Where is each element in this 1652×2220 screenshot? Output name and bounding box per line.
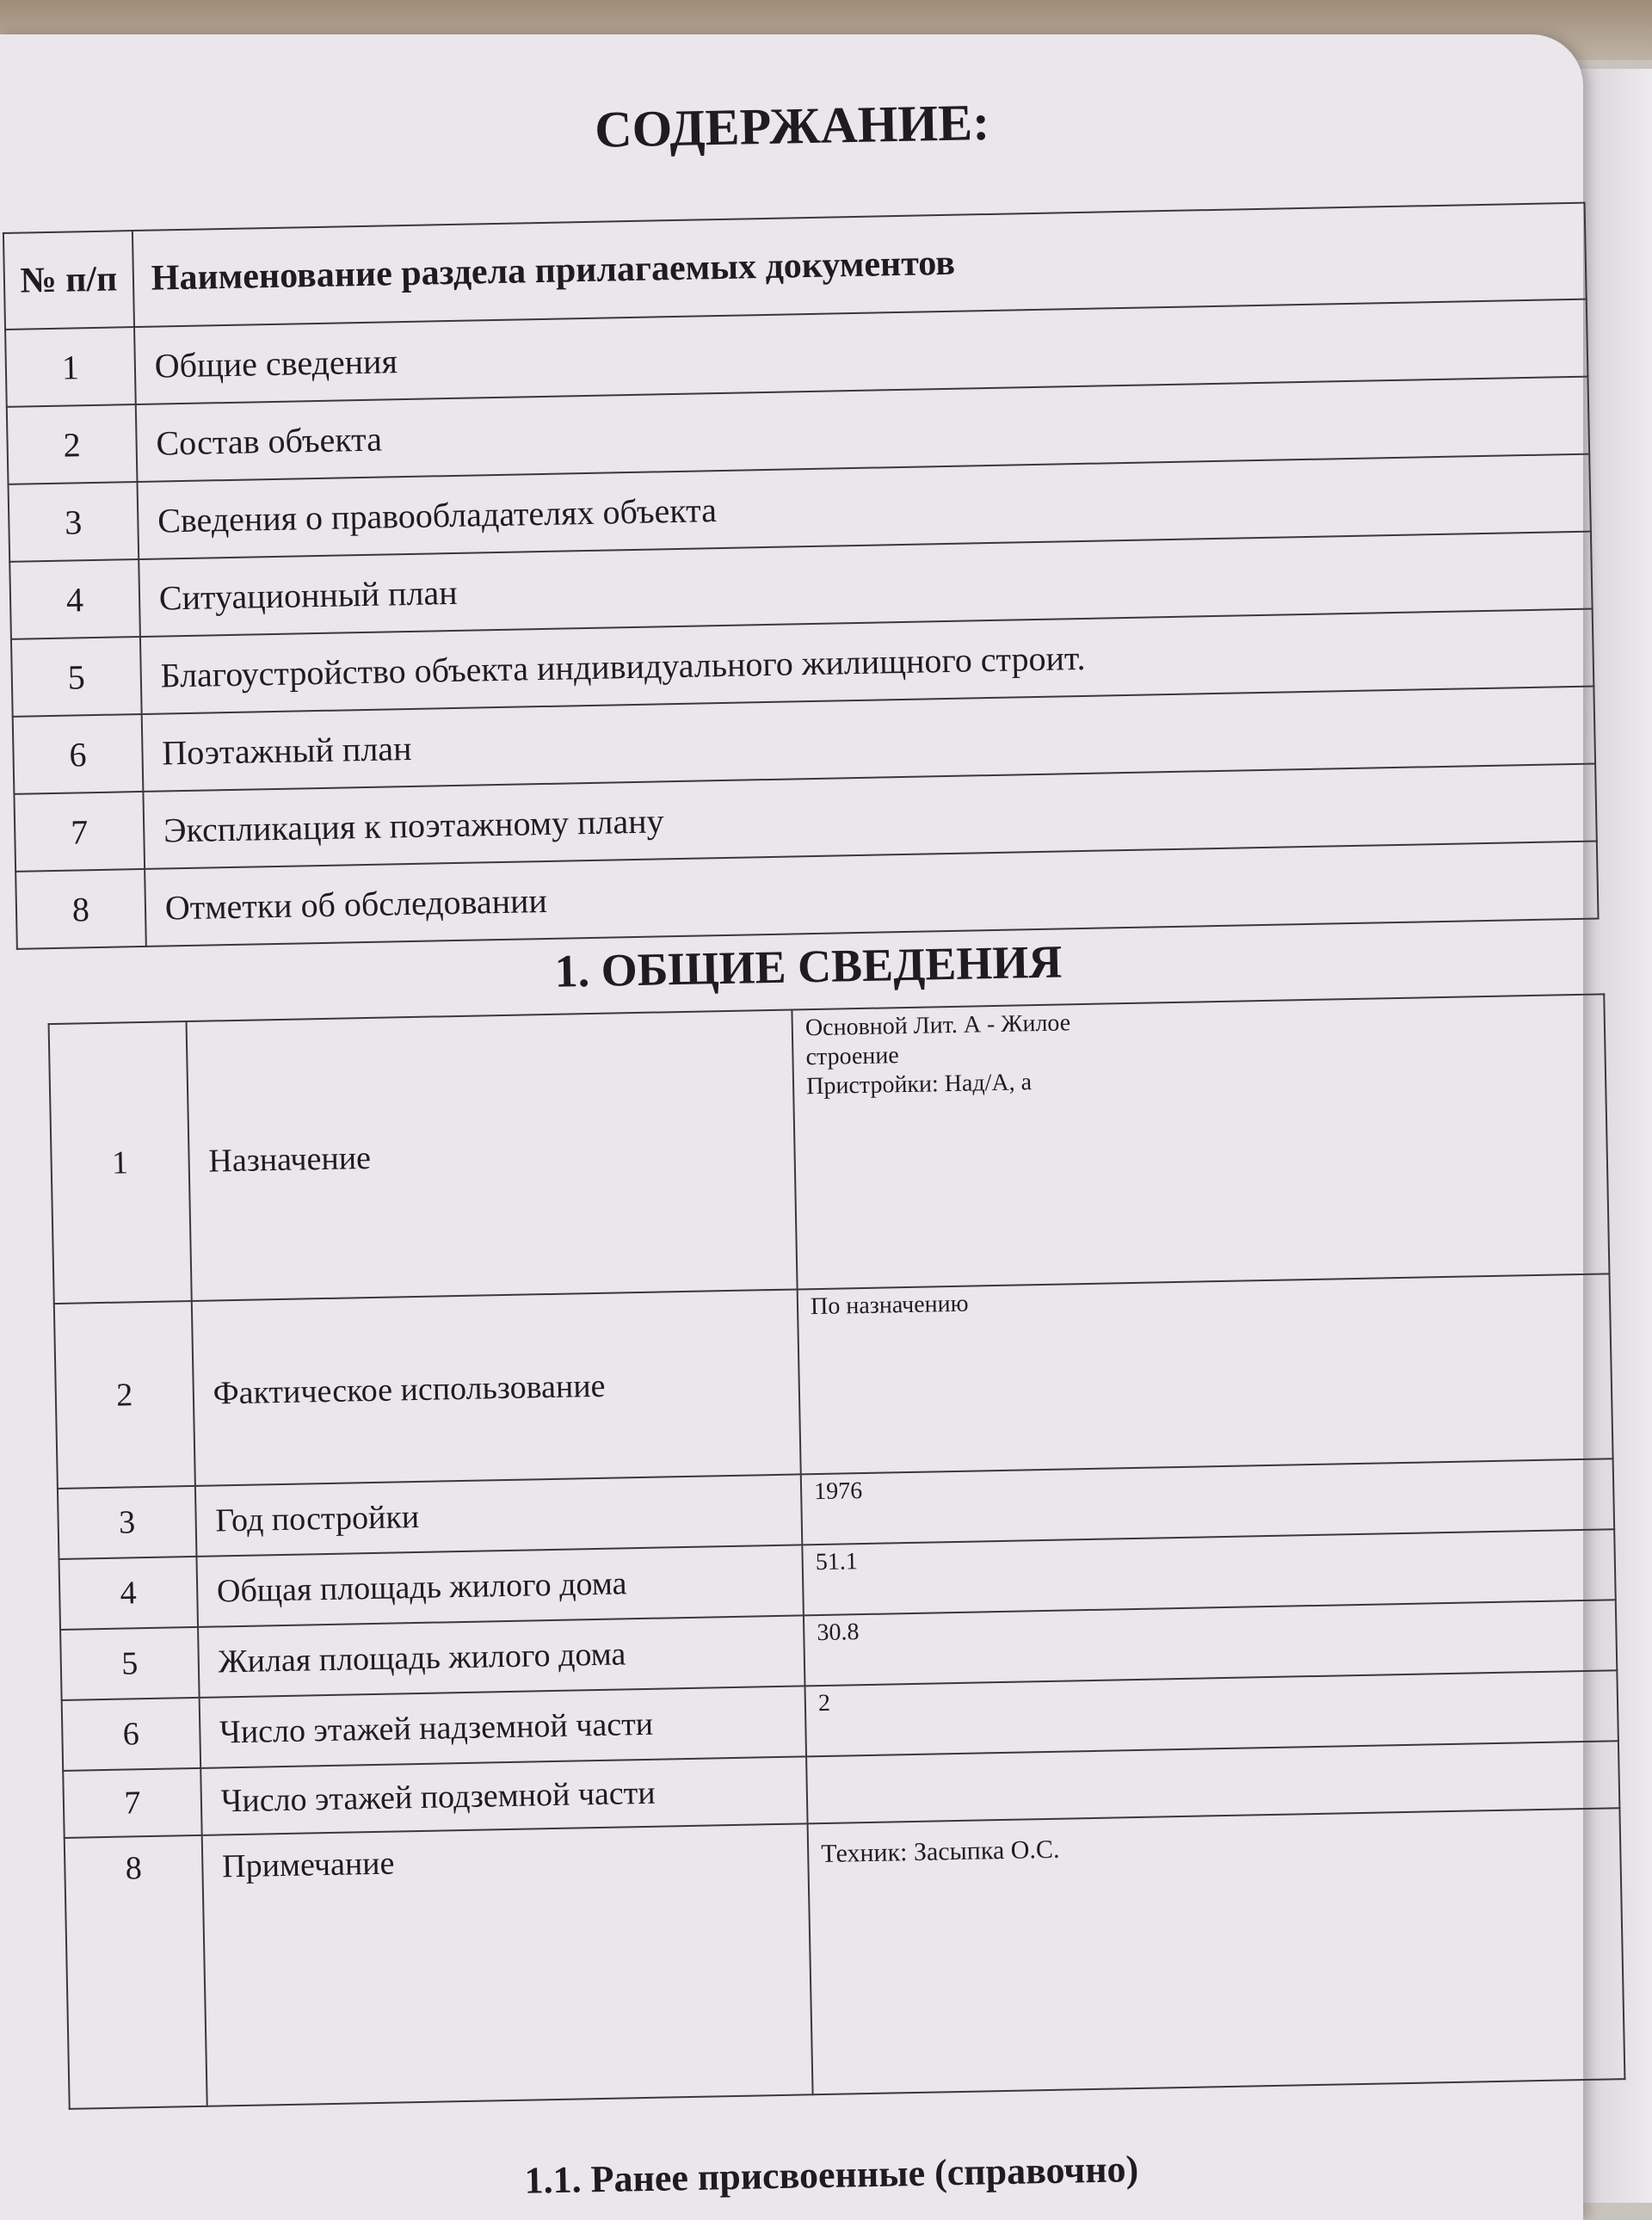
table-row bbox=[49, 994, 1610, 1304]
value-line: строение bbox=[805, 1042, 900, 1071]
toc-row-num: 3 bbox=[9, 482, 139, 562]
toc-row-name: Поэтажный план bbox=[142, 687, 1596, 792]
info-row-num: 6 bbox=[62, 1698, 200, 1771]
toc-row-num: 8 bbox=[15, 869, 146, 949]
general-title: 1. ОБЩИЕ СВЕДЕНИЯ bbox=[554, 935, 1063, 997]
toc-row-name: Благоустройство объекта индивидуального жилищного строит. bbox=[140, 609, 1594, 714]
info-row-label: Число этажей надземной части bbox=[199, 1686, 806, 1768]
info-row-value: 2 bbox=[805, 1670, 1618, 1756]
toc-row-name: Сведения о правообладателях объекта bbox=[137, 454, 1591, 559]
toc-row-num: 1 bbox=[5, 327, 136, 407]
toc-row-name: Экспликация к поэтажному плану bbox=[143, 764, 1597, 869]
toc-title: СОДЕРЖАНИЕ: bbox=[594, 93, 990, 158]
info-row-label: Год постройки bbox=[195, 1474, 803, 1557]
toc-row-num: 6 bbox=[13, 714, 144, 794]
info-row-num: 3 bbox=[58, 1486, 196, 1559]
info-row-value: 1976 bbox=[801, 1458, 1614, 1545]
info-row-value: 30.8 bbox=[804, 1600, 1617, 1686]
document-content bbox=[0, 73, 1583, 2202]
toc-row-name: Ситуационный план bbox=[139, 532, 1593, 637]
toc-row-num: 2 bbox=[7, 404, 138, 484]
info-row-label: Фактическое использование bbox=[192, 1289, 801, 1485]
general-info-table bbox=[48, 993, 1626, 2110]
value-line: Основной Лит. А - Жилое bbox=[804, 1009, 1071, 1042]
info-row-label: Назначение bbox=[186, 1010, 797, 1301]
toc-row-name: Общие сведения bbox=[134, 299, 1588, 404]
toc-header-name: Наименование раздела прилагаемых документов bbox=[133, 203, 1587, 327]
info-row-value: 51.1 bbox=[802, 1529, 1615, 1615]
value-line: Пристройки: Над/А, а bbox=[805, 1069, 1032, 1101]
info-row-label: Жилая площадь жилого дома bbox=[198, 1615, 805, 1698]
toc-row-name: Отметки об обследовании bbox=[145, 842, 1599, 947]
info-row-value: По назначению bbox=[798, 1273, 1613, 1474]
info-row-value bbox=[792, 994, 1610, 1289]
table-row bbox=[54, 1273, 1613, 1489]
subsection-title: 1.1. Ранее присвоенные (справочно) bbox=[524, 2148, 1139, 2202]
info-row-num: 5 bbox=[60, 1627, 199, 1700]
toc-row-name: Состав объекта bbox=[136, 377, 1590, 482]
toc-table bbox=[3, 202, 1600, 950]
info-row-num: 1 bbox=[49, 1021, 192, 1304]
toc-header-num: № п/п bbox=[3, 231, 134, 330]
toc-row-num: 7 bbox=[14, 792, 145, 872]
info-row-label: Число этажей подземной части bbox=[200, 1756, 808, 1835]
table-row bbox=[65, 1808, 1625, 2109]
info-row-num: 2 bbox=[54, 1301, 195, 1489]
info-row-num: 8 bbox=[65, 1835, 207, 2109]
document-page bbox=[0, 34, 1583, 2220]
info-row-value: Техник: Засыпка О.С. bbox=[808, 1808, 1625, 2094]
toc-row-num: 4 bbox=[9, 559, 140, 639]
info-row-num: 4 bbox=[59, 1557, 197, 1630]
info-row-num: 7 bbox=[63, 1768, 201, 1838]
toc-row-num: 5 bbox=[11, 637, 142, 717]
info-row-label: Примечание bbox=[201, 1823, 812, 2106]
info-row-label: Общая площадь жилого дома bbox=[196, 1545, 804, 1627]
